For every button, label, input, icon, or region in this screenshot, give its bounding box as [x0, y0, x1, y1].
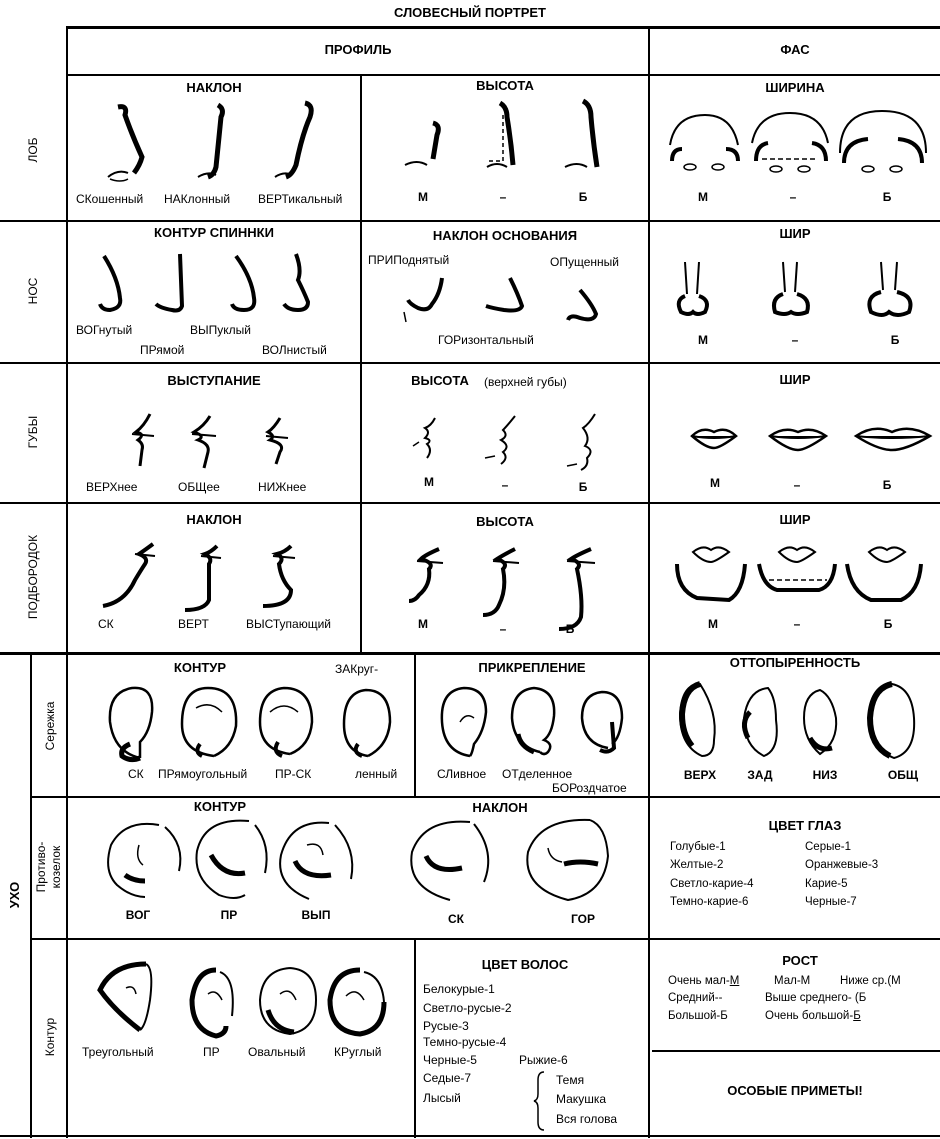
helix-h2: ПРИКРЕПЛЕНИЕ [478, 660, 586, 675]
chin-width-drawings [665, 540, 940, 610]
antitragus-slope-drawings [400, 812, 640, 908]
chin-h3: ШИР [779, 512, 811, 527]
helix-l1-1: ПРямоугольный [158, 767, 248, 781]
forehead-l2-1: – [499, 190, 507, 204]
profile-header: ПРОФИЛЬ [324, 42, 392, 57]
lips-l3-0: М [710, 476, 720, 490]
chin-l1-1: ВЕРТ [178, 617, 209, 631]
nose-width-drawings [665, 258, 935, 328]
row-label-lips: ГУБЫ [26, 415, 40, 449]
forehead-l1-1: НАКлонный [164, 192, 231, 206]
row-label-chin: ПОДБОРОДОК [26, 534, 40, 620]
chin-h1: НАКЛОН [186, 512, 242, 527]
nose-h2: НАКЛОН ОСНОВАНИЯ [432, 228, 578, 243]
forehead-slope-drawings [70, 95, 360, 190]
lips-protrusion-drawings [120, 410, 310, 470]
forehead-l2-2: Б [578, 190, 588, 204]
lips-l2-1: – [501, 478, 509, 492]
row-label-forehead: ЛОБ [26, 137, 40, 163]
nose-base-drawings [400, 272, 640, 332]
ear-contour-l1-1: ПР [203, 1045, 220, 1059]
special-marks: ОСОБЫЕ ПРИМЕТЫ! [727, 1083, 863, 1098]
eyes-right-3: Черные-7 [805, 896, 857, 908]
lips-l3-1: – [793, 478, 801, 492]
antitragus-h2: НАКЛОН [472, 800, 528, 815]
ear-contour-l1-2: Овальный [248, 1045, 306, 1059]
eyes-left-0: Голубые-1 [670, 841, 726, 853]
row-label-helix: Сережка [43, 701, 57, 751]
chin-l3-0: М [708, 617, 718, 631]
helix-l3-2: НИЗ [812, 768, 838, 782]
eyes-right-1: Оранжевые-3 [805, 859, 879, 871]
helix-l3-3: ОБЩ [887, 768, 919, 782]
hair-bald-brace [534, 1070, 546, 1132]
forehead-l1-2: ВЕРТикальный [258, 192, 343, 206]
helix-protrusion-drawings [670, 678, 935, 763]
antitragus-h1: КОНТУР [193, 799, 247, 814]
chin-l2-1: – [499, 622, 507, 636]
helix-l1-0: СК [128, 767, 144, 781]
hair-item-2: Русые-3 [423, 1019, 469, 1033]
hair-item-1: Светло-русые-2 [423, 1001, 512, 1015]
height-r1-3: Ниже ср.(М [840, 975, 901, 987]
forehead-h3: ШИРИНА [765, 80, 825, 95]
lips-l1-2: НИЖнее [258, 480, 307, 494]
lips-l2-0: М [424, 475, 434, 489]
nose-l1-1: ПРямой [140, 343, 185, 357]
hair-bald-2: Вся голова [556, 1112, 618, 1126]
row-label-antitragus-1: Противо- [34, 841, 48, 893]
nose-l2-2: ГОРизонтальный [438, 333, 534, 347]
ear-contour-l1-0: Треугольный [82, 1045, 154, 1059]
forehead-l3-1: – [789, 190, 797, 204]
helix-h1b: ЗАКруг- [335, 662, 379, 676]
height-r3-underlined: Б [853, 1010, 861, 1022]
eyes-right-2: Карие-5 [805, 878, 848, 890]
antitragus-contour-drawings [95, 815, 365, 907]
nose-l1-3: ВОЛнистый [262, 343, 327, 357]
helix-l1-3: ленный [355, 767, 398, 781]
antitragus-l2-1: ГОР [571, 912, 595, 926]
lips-h3: ШИР [779, 372, 811, 387]
helix-l2-2: БОРоздчатое [552, 781, 627, 795]
eyes-left-3: Темно-карие-6 [670, 896, 749, 908]
hair-item-4: Черные-5 [423, 1053, 477, 1067]
hair-bald-1: Макушка [556, 1092, 607, 1106]
nose-l3-1: – [791, 333, 799, 347]
chin-l2-0: М [418, 617, 428, 631]
front-header: ФАС [780, 42, 810, 57]
antitragus-l1-0: ВОГ [125, 908, 151, 922]
lips-l2-2: Б [578, 480, 588, 494]
eyes-right-0: Серые-1 [805, 841, 851, 853]
lips-h2b: (верхней губы) [484, 375, 567, 389]
height-r3-0: Большой-Б [668, 1010, 728, 1022]
chin-l1-2: ВЫСТупающий [246, 617, 332, 631]
chin-height-drawings [405, 545, 635, 635]
hair-item-3: Темно-русые-4 [423, 1035, 507, 1049]
lips-l1-0: ВЕРХнее [86, 480, 138, 494]
height-r2-1: Выше среднего- (Б [765, 992, 867, 1004]
forehead-h1: НАКЛОН [186, 80, 242, 95]
nose-h1: КОНТУР СПИННКИ [154, 225, 274, 240]
chin-l1-0: СК [98, 617, 114, 631]
lips-h2: ВЫСОТА [411, 373, 469, 388]
hair-red: Рыжие-6 [519, 1053, 568, 1067]
height-r1-underlined: М [729, 975, 740, 987]
nose-contour-drawings [80, 248, 350, 328]
page-title: СЛОВЕСНЫЙ ПОРТРЕТ [394, 5, 546, 20]
eyes-left-2: Светло-карие-4 [670, 878, 754, 890]
height-r1-0: Очень мал-М [668, 975, 740, 987]
hair-bald-0: Темя [556, 1073, 585, 1087]
chin-l2-2: Б [565, 622, 575, 636]
nose-l3-0: М [698, 333, 708, 347]
ear-contour-drawings [90, 960, 400, 1042]
helix-l2-0: СЛивное [437, 767, 487, 781]
antitragus-l1-2: ВЫП [301, 908, 331, 922]
nose-l1-2: ВЫПуклый [190, 323, 251, 337]
nose-l3-2: Б [890, 333, 900, 347]
chin-l3-2: Б [883, 617, 893, 631]
height-title: РОСТ [782, 953, 818, 968]
lips-h1: ВЫСТУПАНИЕ [167, 373, 261, 388]
nose-l1-0: ВОГнутый [76, 323, 133, 337]
helix-h1: КОНТУР [173, 660, 227, 675]
forehead-h2: ВЫСОТА [476, 78, 534, 93]
nose-l2-0: ПРИПоднятый [368, 253, 450, 267]
row-label-ear-contour: Контур [43, 1017, 57, 1057]
helix-l3-0: ВЕРХ [683, 768, 717, 782]
antitragus-l1-1: ПР [220, 908, 238, 922]
lips-l3-2: Б [882, 478, 892, 492]
forehead-l3-2: Б [882, 190, 892, 204]
lips-height-drawings [405, 412, 635, 472]
height-r1-2: Мал-М [774, 975, 811, 987]
helix-l2-1: ОТделенное [502, 767, 573, 781]
row-label-nose: НОС [26, 277, 40, 305]
helix-l1-2: ПР-СК [275, 767, 312, 781]
lips-l1-1: ОБЩее [178, 480, 220, 494]
helix-attachment-drawings [430, 682, 640, 762]
lips-width-drawings [680, 420, 940, 460]
row-label-antitragus-2: козелок [49, 845, 63, 889]
chin-l3-1: – [793, 617, 801, 631]
nose-l2-1: ОПущенный [550, 255, 619, 269]
eyes-left-1: Желтые-2 [670, 859, 724, 871]
hair-item-0: Белокурые-1 [423, 982, 495, 996]
chin-slope-drawings [95, 540, 325, 615]
hair-item-5: Седые-7 [423, 1071, 472, 1085]
forehead-width-drawings [660, 105, 940, 185]
helix-h3: ОТТОПЫРЕННОСТЬ [729, 655, 861, 670]
ear-contour-l1-3: КРуглый [334, 1045, 382, 1059]
chin-h2: ВЫСОТА [476, 514, 534, 529]
helix-contour-drawings [100, 682, 410, 767]
row-label-ear: УХО [7, 881, 22, 909]
height-r3-1: Очень большой-Б [765, 1010, 861, 1022]
height-r2-0: Средний-- [668, 992, 723, 1004]
forehead-l1-0: СКошенный [76, 192, 144, 206]
hair-title: ЦВЕТ ВОЛОС [481, 957, 569, 972]
forehead-l3-0: М [698, 190, 708, 204]
helix-l3-1: ЗАД [747, 768, 773, 782]
eyes-title: ЦВЕТ ГЛАЗ [768, 818, 842, 833]
hair-item-6: Лысый [423, 1091, 461, 1105]
forehead-height-drawings [395, 95, 645, 180]
forehead-l2-0: М [418, 190, 428, 204]
antitragus-l2-0: СК [448, 912, 464, 926]
nose-h3: ШИР [779, 226, 811, 241]
